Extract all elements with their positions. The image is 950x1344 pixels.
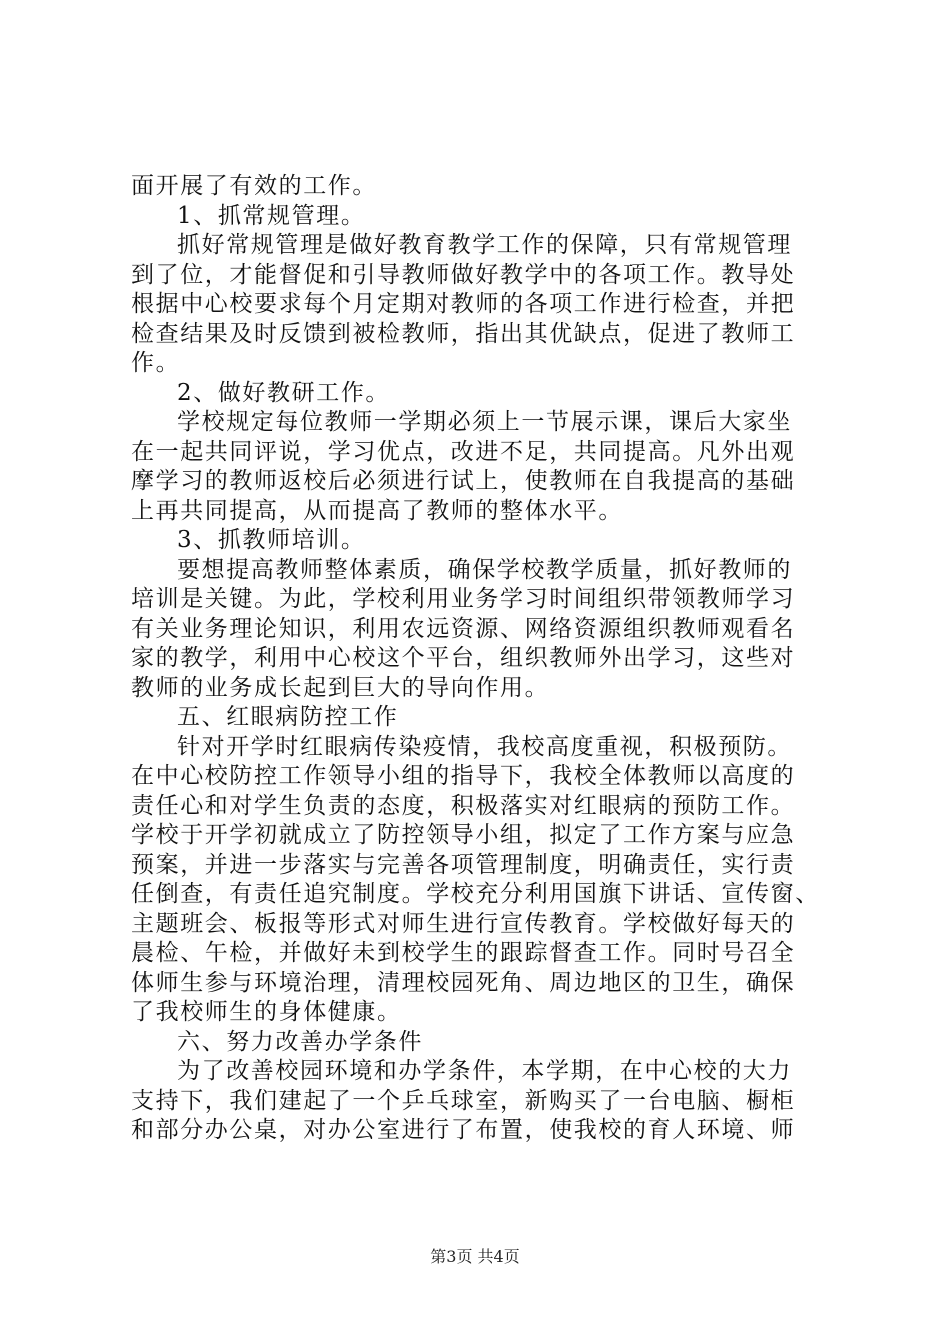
text-line: 体师生参与环境治理，清理校园死角、周边地区的卫生，确保 <box>131 969 796 996</box>
text-line: 培训是关键。为此，学校利用业务学习时间组织带领教师学习 <box>131 586 796 612</box>
text-line: 面开展了有效的工作。 <box>131 173 377 199</box>
text-line: 责任心和对学生负责的态度，积极落实对红眼病的预防工作。 <box>131 792 796 819</box>
text-line: 晨检、午检，并做好未到校学生的跟踪督查工作。同时号召全 <box>131 940 796 966</box>
section-heading: 五、红眼病防控工作 <box>177 704 399 730</box>
text-line: 家的教学，利用中心校这个平台，组织教师外出学习，这些对 <box>131 645 796 671</box>
text-line: 教师的业务成长起到巨大的导向作用。 <box>131 674 550 701</box>
page-number-footer: 第3页 共4页 <box>430 1247 520 1266</box>
text-line: 预案，并进一步落实与完善各项管理制度，明确责任，实行责 <box>131 851 796 878</box>
section-heading: 1、抓常规管理。 <box>177 202 366 229</box>
text-line: 支持下，我们建起了一个乒乓球室，新购买了一台电脑、橱柜 <box>131 1087 796 1114</box>
text-line: 抓好常规管理是做好教育教学工作的保障，只有常规管理 <box>177 232 792 258</box>
text-line: 主题班会、板报等形式对师生进行宣传教育。学校做好每天的 <box>131 910 796 937</box>
section-heading: 六、努力改善办学条件 <box>177 1028 423 1055</box>
text-line: 为了改善校园环境和办学条件，本学期，在中心校的大力 <box>177 1058 792 1084</box>
section-heading: 2、做好教研工作。 <box>177 379 391 406</box>
document-body <box>131 172 831 1146</box>
text-line: 在中心校防控工作领导小组的指导下，我校全体教师以高度的 <box>131 763 796 789</box>
text-line: 摩学习的教师返校后必须进行试上，使教师在自我提高的基础 <box>131 468 796 494</box>
text-line: 在一起共同评说，学习优点，改进不足，共同提高。凡外出观 <box>131 438 796 465</box>
text-line: 了我校师生的身体健康。 <box>131 999 402 1025</box>
text-line: 到了位，才能督促和引导教师做好教学中的各项工作。教导处 <box>131 261 796 288</box>
section-heading: 3、抓教师培训。 <box>177 527 366 553</box>
text-line: 针对开学时红眼病传染疫情，我校高度重视，积极预防。 <box>177 733 792 760</box>
text-line: 作。 <box>131 350 181 376</box>
text-line: 学校于开学初就成立了防控领导小组，拟定了工作方案与应急 <box>131 822 796 848</box>
text-line: 任倒查，有责任追究制度。学校充分利用国旗下讲话、宣传窗、 <box>131 881 820 907</box>
text-line: 上再共同提高，从而提高了教师的整体水平。 <box>131 497 623 524</box>
text-line: 检查结果及时反馈到被检教师，指出其优缺点，促进了教师工 <box>131 320 796 347</box>
text-line: 和部分办公桌，对办公室进行了布置，使我校的育人环境、师 <box>131 1117 796 1143</box>
text-line: 根据中心校要求每个月定期对教师的各项工作进行检查，并把 <box>131 291 796 317</box>
text-line: 学校规定每位教师一学期必须上一节展示课，课后大家坐 <box>177 409 792 435</box>
text-line: 要想提高教师整体素质，确保学校教学质量，抓好教师的 <box>177 556 792 583</box>
text-line: 有关业务理论知识，利用农远资源、网络资源组织教师观看名 <box>131 615 796 642</box>
